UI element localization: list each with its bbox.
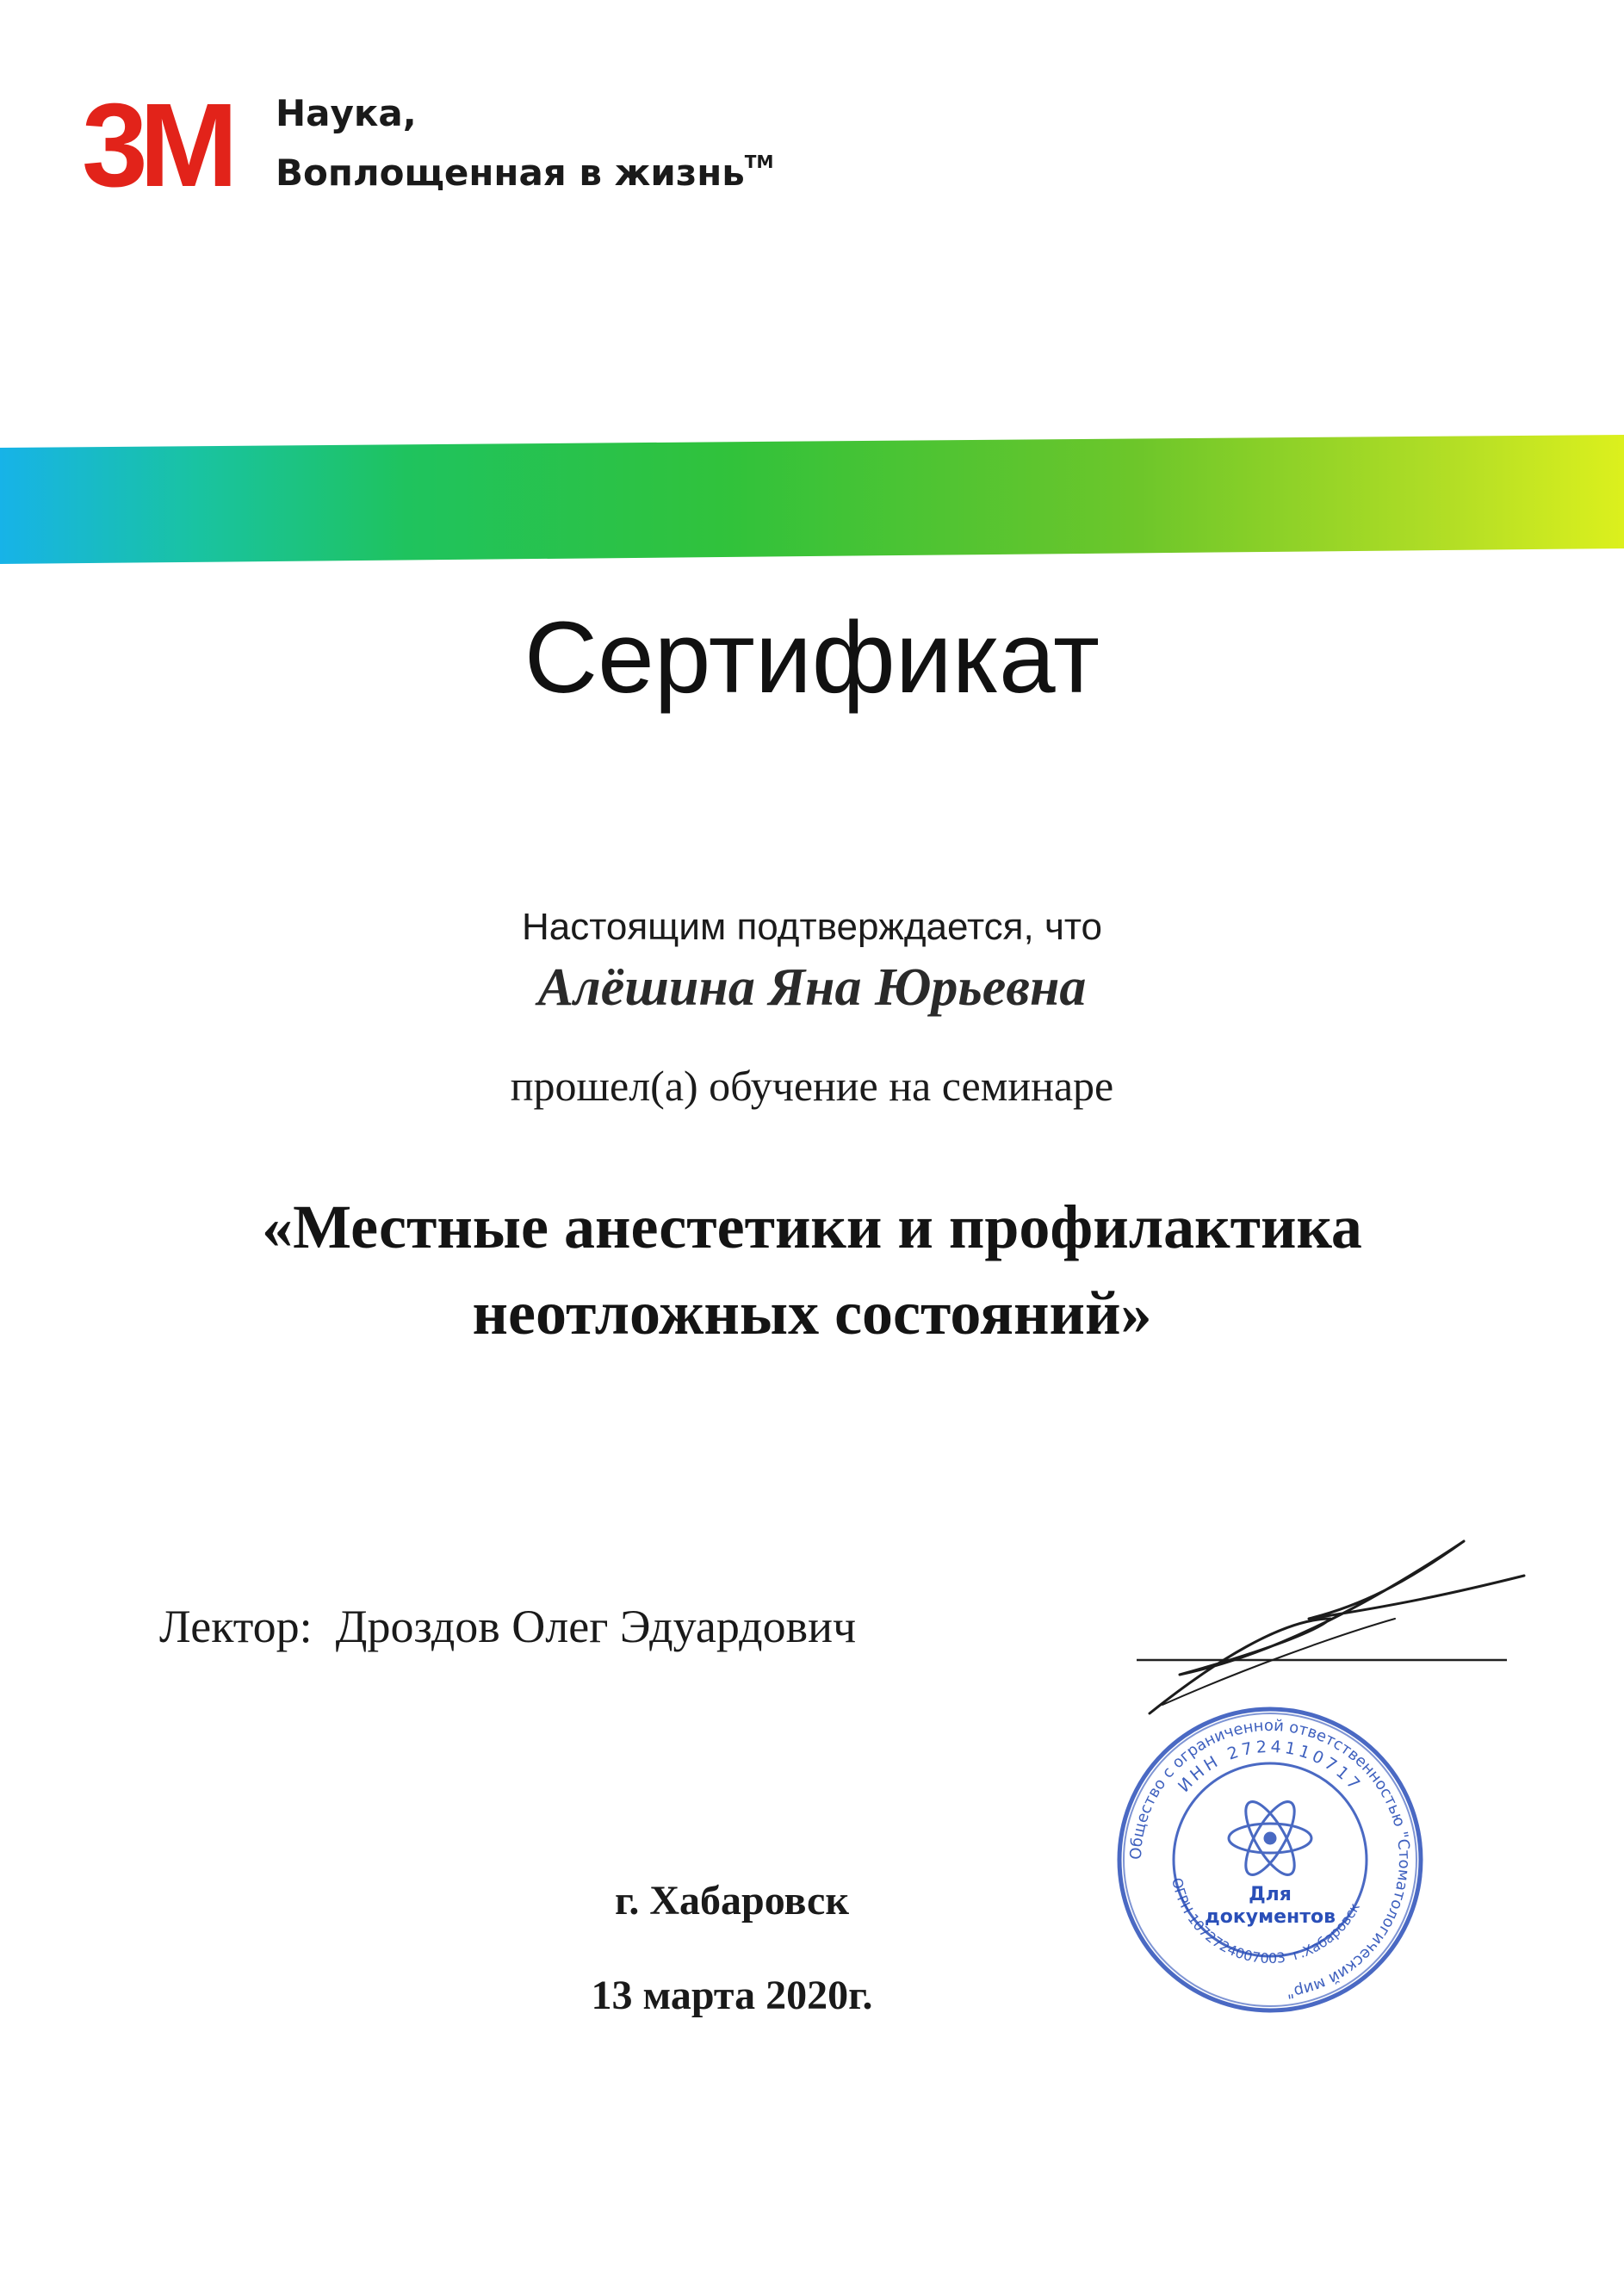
stamp-city: г.Хабаровск (1291, 1899, 1363, 1964)
issue-date: 13 марта 2020г. (591, 1973, 873, 2018)
course-title (0, 1184, 1624, 1356)
certificate-title: Сертификат (524, 601, 1100, 715)
recipient-name: Алёшина Яна Юрьевна (537, 958, 1087, 1017)
lecturer-line (159, 1600, 856, 1653)
issue-city: г. Хабаровск (614, 1878, 849, 1923)
tagline-line-2-text: Воплощенная в жизнь (276, 152, 745, 194)
brand-tagline (276, 90, 773, 197)
tagline-line-1: Наука, (276, 92, 417, 134)
stamp-ogrn: ОГРН 1072724007003 (1168, 1876, 1286, 1967)
lecturer-name: Дроздов Олег Эдуардович (335, 1601, 857, 1652)
atom-icon (1229, 1795, 1311, 1881)
confirmation-text: Настоящим подтверждается, что (521, 906, 1102, 948)
brand-logo: 3M (82, 79, 230, 212)
stamp-center-line-2: документов (1204, 1906, 1336, 1928)
completion-text: прошел(а) обучение на семинаре (510, 1062, 1114, 1110)
tagline-line-2 (276, 138, 773, 197)
signature-graphic (1111, 1524, 1559, 1731)
course-title-line-2: неотложных состояний» (472, 1279, 1152, 1347)
course-title-line-1: «Местные анестетики и профилактика (262, 1192, 1362, 1261)
trademark-mark: TM (744, 152, 774, 172)
lecturer-label: Лектор: (159, 1601, 313, 1652)
stamp-outer-text: Общество с ограниченной ответственностью "Стоматологический мир" (1126, 1716, 1414, 2002)
stamp-inn: ИНН 2724110717 (1175, 1737, 1367, 1796)
decorative-gradient-band (0, 435, 1624, 564)
stamp-center-line-1: Для (1249, 1884, 1292, 1905)
